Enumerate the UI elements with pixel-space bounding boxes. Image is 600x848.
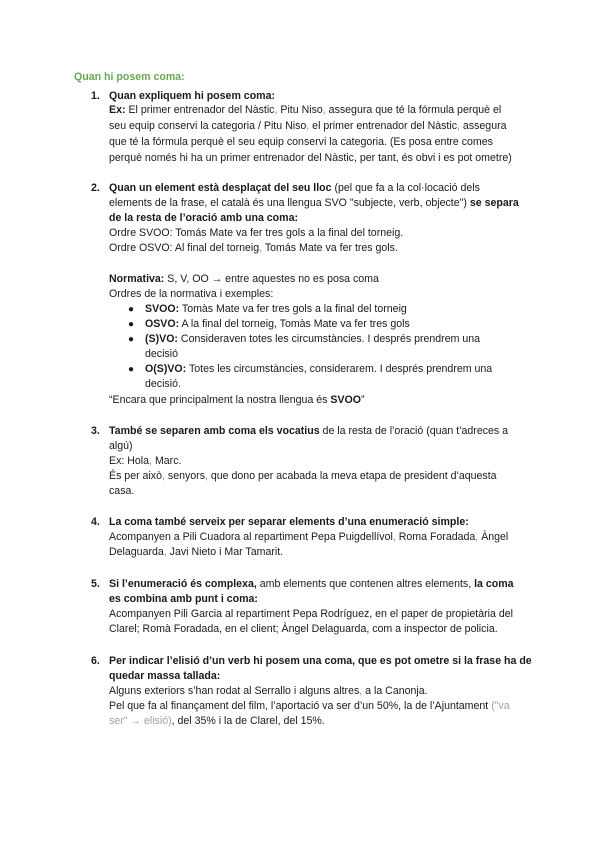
item-6-example-2: Pel que fa al finançament del film, l’aportació va ser d’un 50%, la de l’Ajuntament ("va bbox=[109, 700, 510, 712]
item-3-line-1: També se separen amb coma els vocatius de la resta de l’oració (quan t’adreces a bbox=[109, 425, 509, 437]
item-3-line-2: algú) bbox=[109, 440, 133, 452]
item-1-example-line-2: seu equip conservi la categoria / Pitu Niso, el primer entrenador del Nàstic, assegura bbox=[109, 120, 507, 132]
bullet-item-osvo: OSVO: A la final del torneig, Tomàs Mate va fer tres gols bbox=[145, 318, 410, 330]
item-1-example-line-1: Ex: El primer entrenador del Nàstic, Pitu Niso, assegura que té la fórmula perquè el bbox=[109, 104, 502, 116]
item-2-quote: “Encara que principalment la nostra llengua és SVOO” bbox=[109, 394, 365, 406]
item-6-number: 6. bbox=[91, 655, 100, 667]
item-1-example-line-3: que té la fórmula perquè el seu equip conservi la categoria. (Es posa entre comes bbox=[109, 136, 493, 148]
item-1-heading: Quan expliquem hi posem coma: bbox=[109, 90, 276, 102]
item-6-line-2: quedar massa tallada: bbox=[109, 670, 221, 682]
item-4-heading: La coma també serveix per separar elements d’una enumeració simple: bbox=[109, 516, 469, 528]
item-2-osvo-example: Ordre OSVO: Al final del torneig, Tomás Mate va fer tres gols. bbox=[109, 242, 398, 254]
item-4-example-line-1: Acompanyen a Pili Cuadora al repartiment Pepa Puigdellívol, Roma Foradada, Àngel bbox=[109, 531, 509, 543]
bullet-item-svo: (S)VO: Consideraven totes les circumstàncies. I després prendrem una bbox=[145, 333, 481, 345]
orders-intro: Ordres de la normativa i exemples: bbox=[109, 288, 274, 300]
item-2-line-1: Quan un element està desplaçat del seu lloc (pel que fa a la col·locació dels bbox=[109, 182, 480, 194]
item-1-number: 1. bbox=[91, 90, 100, 102]
example-label: Ex: bbox=[109, 104, 126, 116]
item-6-example-2-cont: ser" → elisió), del 35% i la de Clarel, del 15%. bbox=[109, 715, 325, 727]
item-3-example-2: És per això, senyors, que dono per acabada la meva etapa de president d’aquesta bbox=[109, 470, 497, 482]
bullet-item-svo-cont: decisió bbox=[145, 348, 178, 360]
bullet-icon: ● bbox=[128, 319, 135, 330]
item-5-line-1: Si l’enumeració és complexa, amb elements que contenen altres elements, la coma bbox=[109, 578, 514, 590]
section-title: Quan hi posem coma: bbox=[74, 71, 185, 83]
item-4-example-line-2: Delaguarda, Javi Nieto i Mar Tamarit. bbox=[109, 546, 284, 558]
item-1-example-line-4: perquè només hi ha un primer entrenador del Nàstic, per tant, és obvi i es pot ometre) bbox=[109, 152, 512, 164]
item-3-example-1: Ex: Hola, Marc. bbox=[109, 455, 182, 467]
item-2-svoo-example: Ordre SVOO: Tomás Mate va fer tres gols a la final del torneig. bbox=[109, 227, 404, 239]
item-5-line-2: es combina amb punt i coma: bbox=[109, 593, 258, 605]
normativa-line: Normativa: S, V, OO → entre aquestes no es posa coma bbox=[109, 273, 379, 285]
bullet-icon: ● bbox=[128, 304, 135, 315]
bullet-item-svoo: SVOO: Tomàs Mate va fer tres gols a la final del torneig bbox=[145, 303, 407, 315]
item-5-number: 5. bbox=[91, 578, 100, 590]
item-5-example-line-1: Acompanyen Pili Garcia al repartiment Pepa Rodríguez, en el paper de propietària del bbox=[109, 608, 513, 620]
bullet-item-osvo-omitted-cont: decisió. bbox=[145, 378, 181, 390]
bullet-item-osvo-omitted: O(S)VO: Totes les circumstàncies, considerarem. I després prendrem una bbox=[145, 363, 493, 375]
bullet-icon: ● bbox=[128, 334, 135, 345]
bullet-icon: ● bbox=[128, 364, 135, 375]
item-5-example-line-2: Clarel; Romà Foradada, en el client; Àngel Delaguarda, com a inspector de policia. bbox=[109, 623, 498, 635]
item-6-example-1: Alguns exteriors s’han rodat al Serrallo i alguns altres, a la Canonja. bbox=[109, 685, 428, 697]
item-2-line-2: elements de la frase, el català és una llengua SVO "subjecte, verb, objecte") se separa bbox=[109, 197, 519, 209]
item-2-number: 2. bbox=[91, 182, 100, 194]
item-3-number: 3. bbox=[91, 425, 100, 437]
item-4-number: 4. bbox=[91, 516, 100, 528]
item-3-example-2-cont: casa. bbox=[109, 485, 135, 497]
item-2-line-3: de la resta de l’oració amb una coma: bbox=[109, 212, 298, 224]
item-6-line-1: Per indicar l’elisió d’un verb hi posem una coma, que es pot ometre si la frase ha de bbox=[109, 655, 532, 667]
